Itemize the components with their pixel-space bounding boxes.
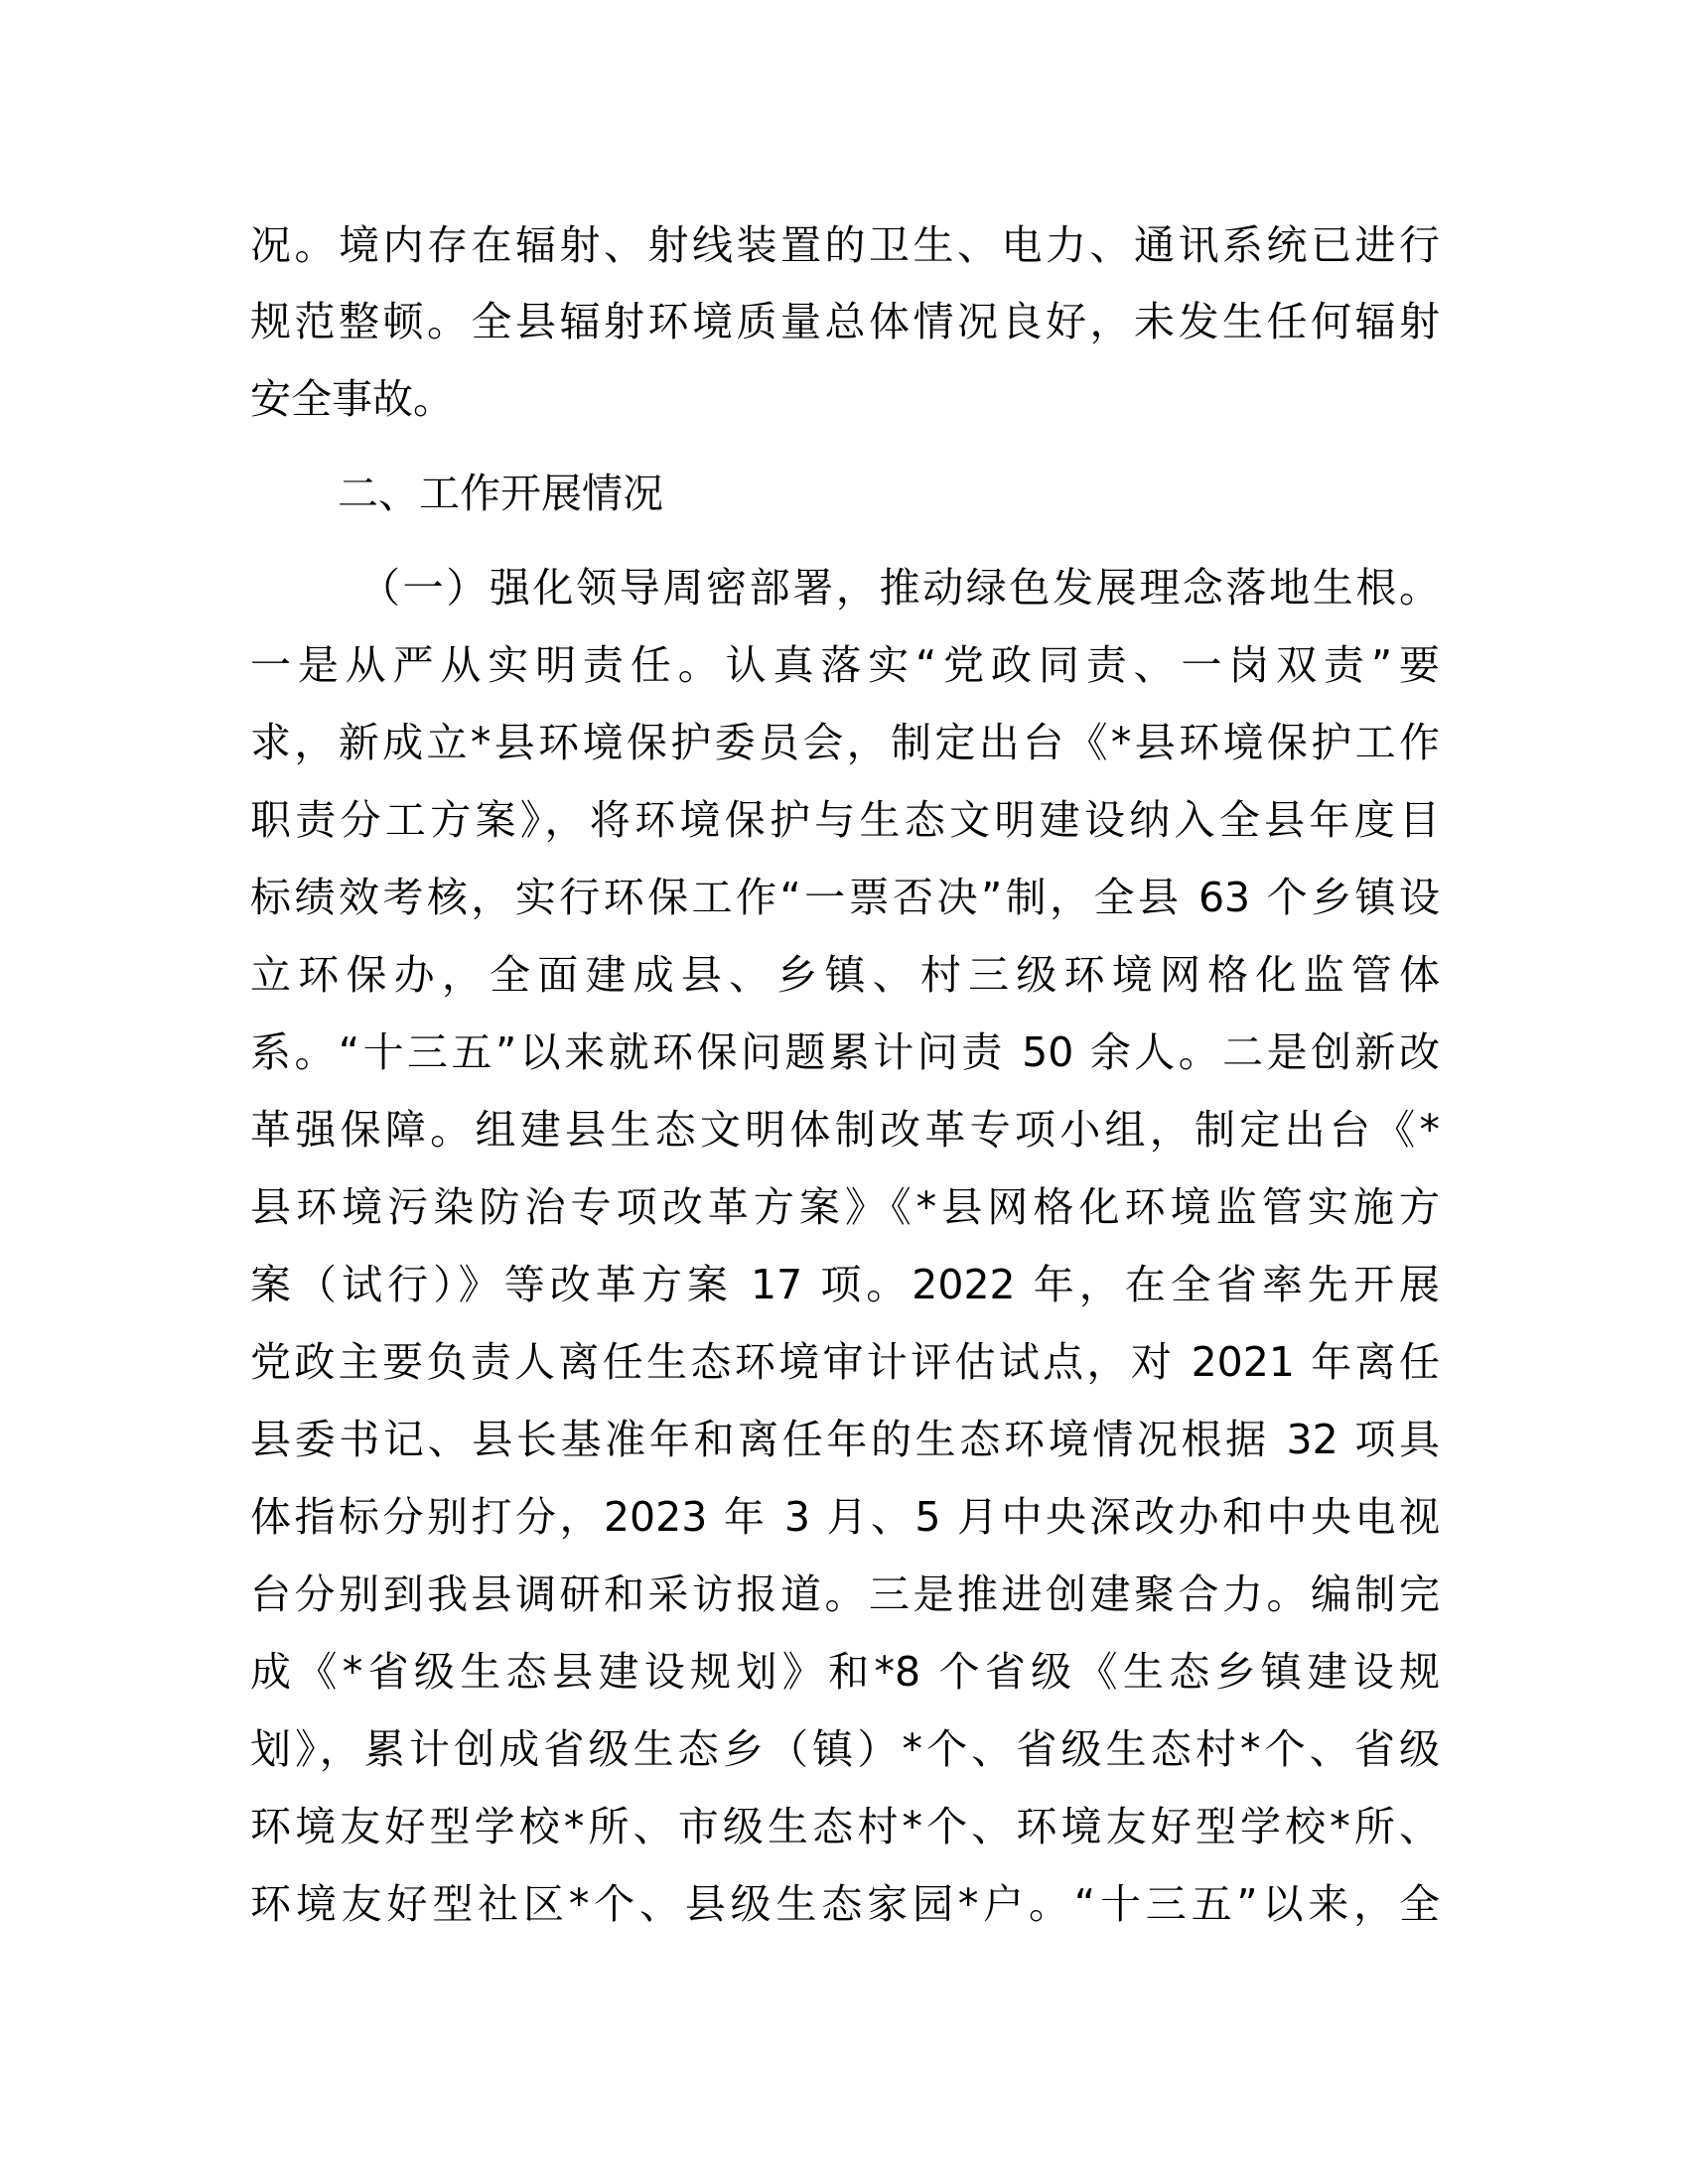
subsection-title: （一）强化领导周密部署，推动绿色发展理念落地生根。 — [359, 564, 1440, 612]
body-text-line: 台分别到我县调研和采访报道。三是推进创建聚合力。编制完 — [250, 1570, 1440, 1618]
body-text-line: 县委书记、县长基准年和离任年的生态环境情况根据 32 项具 — [250, 1416, 1440, 1463]
body-text-line: 环境友好型学校*所、市级生态村*个、环境友好型学校*所、 — [250, 1803, 1440, 1850]
body-text-line: 求，新成立*县环境保护委员会，制定出台《*县环境保护工作 — [250, 719, 1440, 766]
body-text-line: 安全事故。 — [250, 375, 454, 423]
body-text-line: 党政主要负责人离任生态环境审计评估试点，对 2021 年离任 — [250, 1338, 1440, 1386]
body-text-line: 案（试行）》等改革方案 17 项。2022 年，在全省率先开展 — [250, 1261, 1440, 1308]
body-text-line: 环境友好型社区*个、县级生态家园*户。“十三五”以来，全 — [250, 1880, 1440, 1928]
section-heading: 二、工作开展情况 — [338, 470, 663, 517]
body-text-line: 标绩效考核，实行环保工作“一票否决”制，全县 63 个乡镇设 — [250, 874, 1440, 921]
body-text-line: 职责分工方案》，将环境保护与生态文明建设纳入全县年度目 — [250, 796, 1440, 844]
body-text-line: 革强保障。组建县生态文明体制改革专项小组，制定出台《* — [250, 1106, 1440, 1154]
body-text-line: 成《*省级生态县建设规划》和*8 个省级《生态乡镇建设规 — [250, 1648, 1440, 1696]
body-text-line: 立环保办，全面建成县、乡镇、村三级环境网格化监管体 — [250, 951, 1440, 999]
body-text-line: 系。“十三五”以来就环保问题累计问责 50 余人。二是创新改 — [250, 1028, 1440, 1076]
body-text-line: 一是从严从实明责任。认真落实“党政同责、一岗双责”要 — [250, 641, 1440, 689]
body-text-line: 况。境内存在辐射、射线装置的卫生、电力、通讯系统已进行 — [250, 221, 1440, 269]
body-text-line: 划》，累计创成省级生态乡（镇）*个、省级生态村*个、省级 — [250, 1725, 1440, 1773]
body-text-line: 规范整顿。全县辐射环境质量总体情况良好，未发生任何辐射 — [250, 298, 1440, 345]
body-text-line: 县环境污染防治专项改革方案》《*县网格化环境监管实施方 — [250, 1183, 1440, 1231]
body-text-line: 体指标分别打分，2023 年 3 月、5 月中央深改办和中央电视 — [250, 1493, 1440, 1541]
